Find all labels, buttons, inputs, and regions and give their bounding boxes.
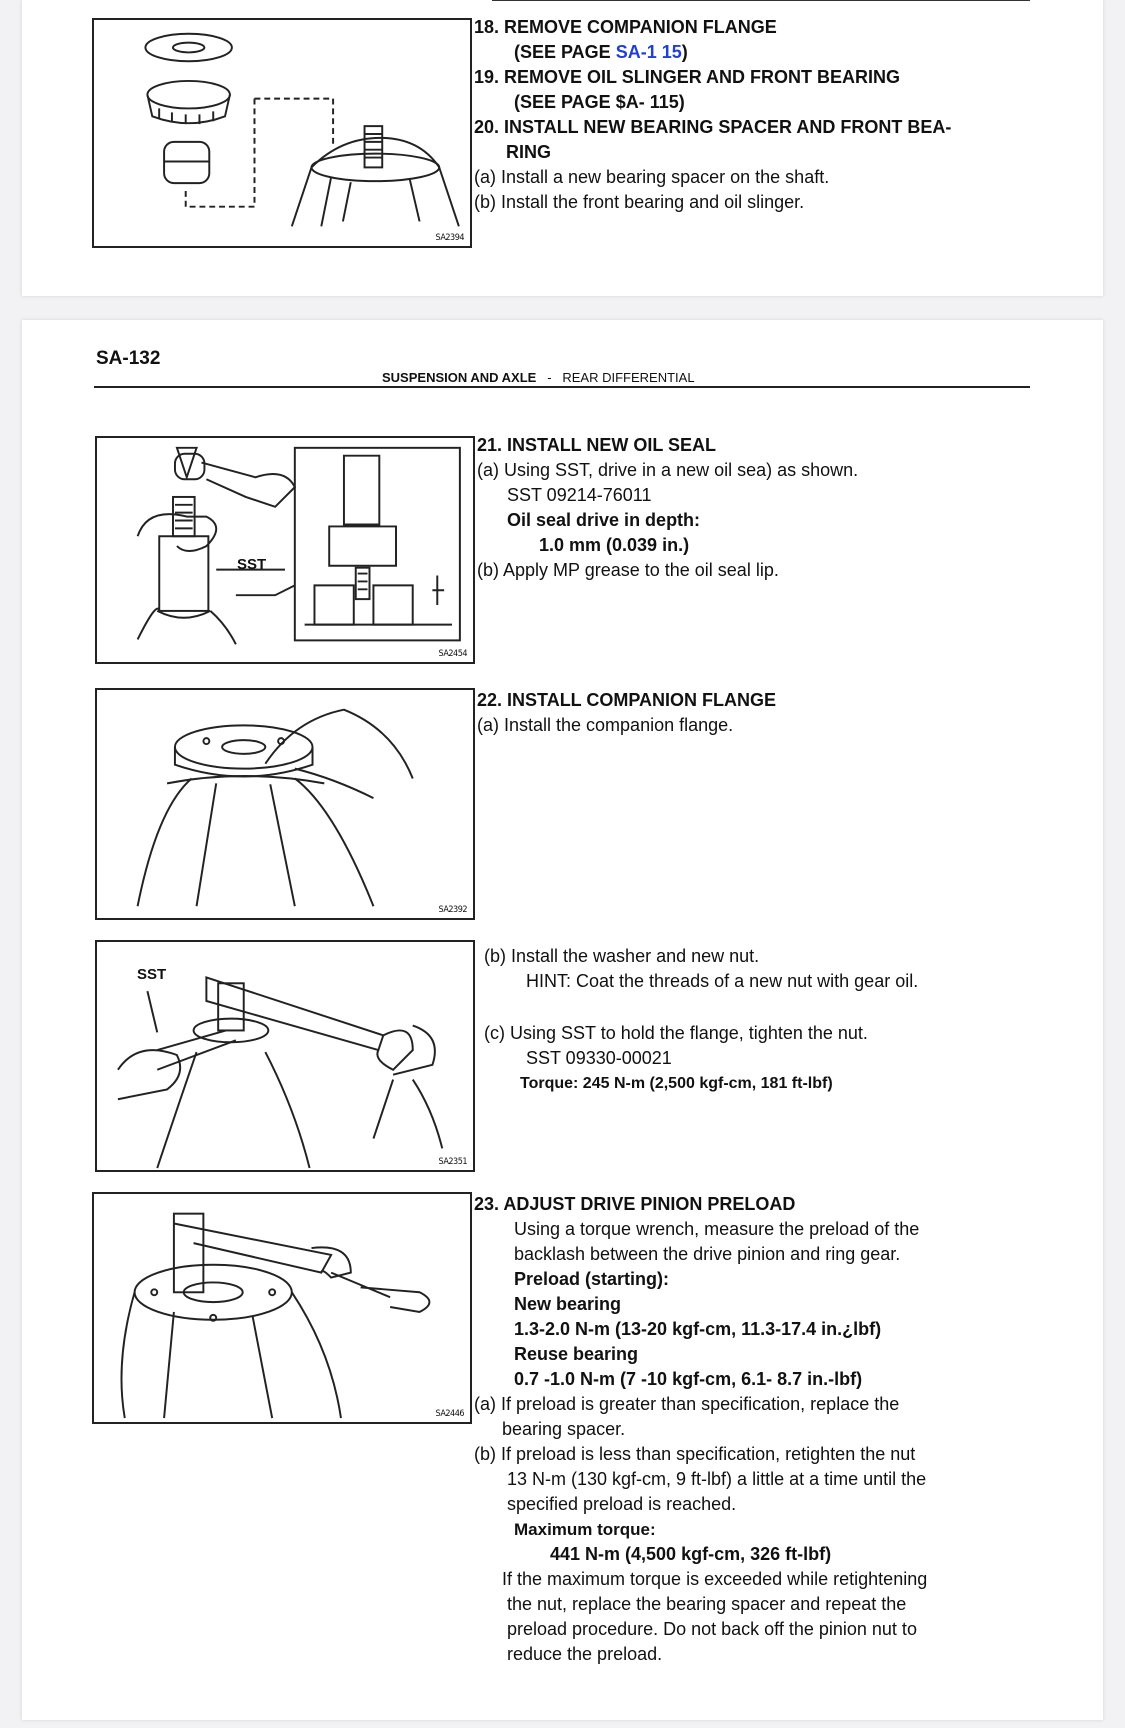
figure-code: SA2446 — [435, 1409, 464, 1419]
reuse-bearing-label: Reuse bearing — [514, 1344, 639, 1364]
sst-label: SST — [137, 966, 167, 983]
step23-a-1: (a) If preload is greater than specification, replace the — [474, 1394, 900, 1414]
step20-a: (a) Install a new bearing spacer on the shaft. — [474, 167, 830, 187]
step22bc-text — [484, 944, 918, 1096]
step23-b-1: (b) If preload is less than specification, retighten the nut — [474, 1444, 916, 1464]
previous-page-fragment — [22, 0, 1103, 296]
step21-title: 21. INSTALL NEW OIL SEAL — [477, 435, 717, 455]
step19-ref: (SEE PAGE $A- 115) — [514, 92, 685, 112]
sst-label: SST — [237, 556, 267, 573]
steps-18-20-text — [474, 15, 951, 215]
subsection-title: REAR DIFFERENTIAL — [562, 370, 695, 385]
step23-note-4: reduce the preload. — [507, 1644, 663, 1664]
step18-title: 18. REMOVE COMPANION FLANGE — [474, 17, 777, 37]
max-torque-value: 441 N-m (4,500 kgf-cm, 326 ft-lbf) — [550, 1544, 832, 1564]
figure-code: SA2392 — [438, 905, 467, 915]
figure-oil-seal — [95, 436, 475, 664]
new-bearing-value: 1.3-2.0 N-m (13-20 kgf-cm, 11.3-17.4 in.¿lbf) — [514, 1319, 882, 1339]
step21-text — [477, 433, 858, 583]
step18-ref-suffix: ) — [681, 42, 688, 62]
step23-a-2: bearing spacer. — [502, 1419, 626, 1439]
figure-code: SA2454 — [438, 649, 467, 659]
step18-ref — [474, 40, 951, 65]
step19-title: 19. REMOVE OIL SLINGER AND FRONT BEARING — [474, 67, 901, 87]
figure-code: SA2394 — [435, 233, 464, 243]
step22-b: (b) Install the washer and new nut. — [484, 946, 760, 966]
step22-hint: HINT: Coat the threads of a new nut with gear oil. — [526, 971, 919, 991]
figure-bearing-spacer — [92, 18, 472, 248]
figure-companion-flange — [95, 688, 475, 920]
step22-torque: Torque: 245 N-m (2,500 kgf-cm, 181 ft-lbf) — [520, 1075, 833, 1092]
step23-note-1: If the maximum torque is exceeded while retightening — [502, 1569, 928, 1589]
step22-title: 22. INSTALL COMPANION FLANGE — [477, 690, 777, 710]
figure-code: SA2351 — [438, 1157, 467, 1167]
new-bearing-label: New bearing — [514, 1294, 622, 1314]
step20-b: (b) Install the front bearing and oil slinger. — [474, 192, 805, 212]
step21-a: (a) Using SST, drive in a new oil sea) as shown. — [477, 460, 859, 480]
step23-title: 23. ADJUST DRIVE PINION PRELOAD — [474, 1194, 796, 1214]
step23-intro-2: backlash between the drive pinion and ring gear. — [514, 1244, 901, 1264]
title-separator: - — [547, 370, 552, 385]
step22-a: (a) Install the companion flange. — [477, 715, 734, 735]
section-title: SUSPENSION AND AXLE — [382, 370, 537, 385]
figure-tighten-nut — [95, 940, 475, 1172]
step22-sst: SST 09330-00021 — [526, 1048, 672, 1068]
step21-b: (b) Apply MP grease to the oil seal lip. — [477, 560, 779, 580]
reuse-bearing-value: 0.7 -1.0 N-m (7 -10 kgf-cm, 6.1- 8.7 in.-lbf) — [514, 1369, 863, 1389]
max-torque-label: Maximum torque: — [514, 1520, 656, 1539]
step20-title: 20. INSTALL NEW BEARING SPACER AND FRONT BEA- — [474, 117, 952, 137]
step23-text — [474, 1192, 927, 1667]
step23-note-2: the nut, replace the bearing spacer and repeat the — [507, 1594, 907, 1614]
step23-b-3: specified preload is reached. — [507, 1494, 737, 1514]
step22-text — [477, 688, 776, 738]
step21-spec-label: Oil seal drive in depth: — [507, 510, 701, 530]
step21-sst: SST 09214-76011 — [507, 485, 652, 505]
step22-c: (c) Using SST to hold the flange, tighten the nut. — [484, 1023, 868, 1043]
header-rule — [94, 386, 1030, 388]
step23-note-3: preload procedure. Do not back off the pinion nut to — [507, 1619, 917, 1639]
step21-spec-value: 1.0 mm (0.039 in.) — [539, 535, 690, 555]
top-rule — [492, 0, 1030, 1]
page-code: SA-132 — [96, 348, 161, 369]
page-ref-link[interactable]: SA-1 15 — [615, 42, 682, 62]
step23-intro-1: Using a torque wrench, measure the preload of the — [514, 1219, 920, 1239]
step23-b-2: 13 N-m (130 kgf-cm, 9 ft-lbf) a little at a time until the — [507, 1469, 927, 1489]
step20-title-cont: RING — [506, 142, 551, 162]
figure-torque-wrench — [92, 1192, 472, 1424]
preload-label: Preload (starting): — [514, 1269, 670, 1289]
page-title — [382, 370, 695, 385]
manual-page-sa-132 — [22, 320, 1103, 1720]
step18-ref-prefix: (SEE PAGE — [514, 42, 616, 62]
